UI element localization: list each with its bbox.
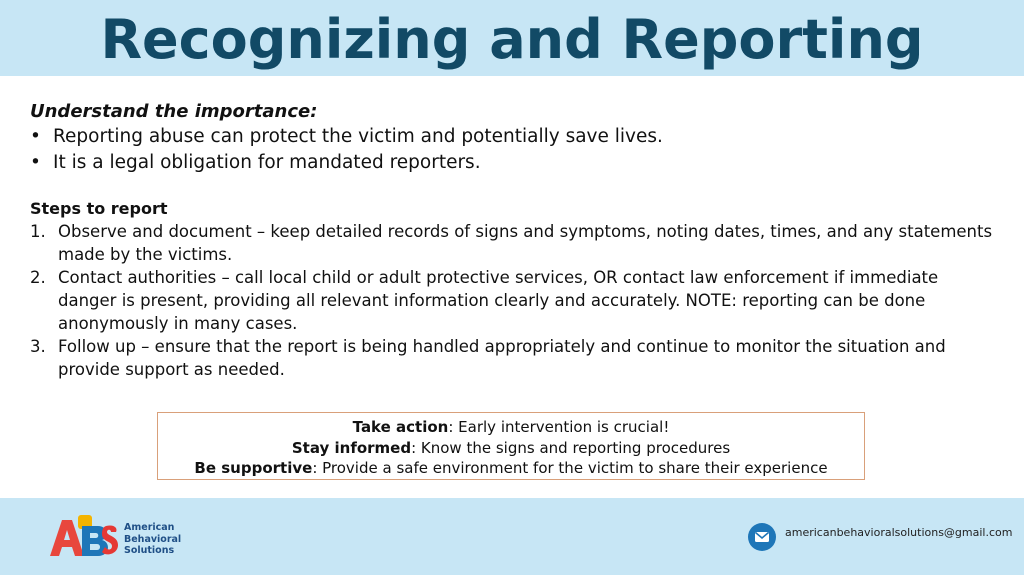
callout-text: : Know the signs and reporting procedures bbox=[411, 438, 731, 457]
callout-text: : Provide a safe environment for the victim to share their experience bbox=[312, 459, 828, 477]
envelope-icon bbox=[748, 523, 776, 551]
step-text: Contact authorities – call local child or adult protective services, OR contact law enforcement if immediate danger is present, providing all relevant information clearly and accurately. NOTE: reporting can be done anonymously in many cases. bbox=[58, 268, 939, 333]
step-text: Follow up – ensure that the report is being handled appropriately and continue to monitor the situation and provide support as needed. bbox=[58, 337, 946, 379]
steps-heading: Steps to report bbox=[30, 199, 168, 218]
callout-line bbox=[158, 438, 864, 459]
slide-content bbox=[30, 100, 1000, 381]
logo-line: Behavioral bbox=[124, 533, 182, 545]
callout-label: Be supportive bbox=[194, 459, 313, 477]
abs-logo-icon bbox=[48, 512, 118, 558]
list-item bbox=[30, 124, 1000, 150]
step-number: 2. bbox=[30, 268, 46, 287]
slide-title: Recognizing and Reporting bbox=[100, 8, 924, 71]
callout-text: : Early intervention is crucial! bbox=[448, 418, 670, 436]
bullet-text: Reporting abuse can protect the victim and potentially save lives. bbox=[53, 126, 663, 147]
list-item bbox=[30, 150, 1000, 176]
logo-line: American bbox=[124, 522, 175, 533]
logo-wordmark bbox=[124, 522, 181, 557]
callout-label: Take action bbox=[352, 418, 449, 436]
importance-heading: Understand the importance: bbox=[30, 101, 318, 122]
step-item bbox=[30, 220, 1000, 266]
step-item bbox=[30, 266, 1000, 335]
step-number: 1. bbox=[30, 222, 46, 241]
step-number: 3. bbox=[30, 337, 46, 356]
bullet-text: It is a legal obligation for mandated reporters. bbox=[53, 152, 481, 173]
bullet-icon: • bbox=[30, 126, 41, 147]
step-text: Observe and document – keep detailed records of signs and symptoms, noting dates, times, and any statements made by the victims. bbox=[58, 222, 993, 264]
step-item bbox=[30, 335, 1000, 381]
importance-list bbox=[30, 124, 1000, 176]
callout-line bbox=[158, 458, 864, 479]
callout-line bbox=[158, 417, 864, 438]
header-band bbox=[0, 0, 1024, 76]
steps-list bbox=[30, 220, 1000, 381]
logo-line: Solutions bbox=[124, 545, 175, 556]
bullet-icon: • bbox=[30, 152, 41, 173]
callout-label: Stay informed bbox=[291, 438, 412, 457]
footer-band bbox=[0, 498, 1024, 575]
contact-email[interactable]: americanbehavioralsolutions@gmail.com bbox=[785, 526, 1013, 539]
callout-box bbox=[157, 412, 865, 480]
